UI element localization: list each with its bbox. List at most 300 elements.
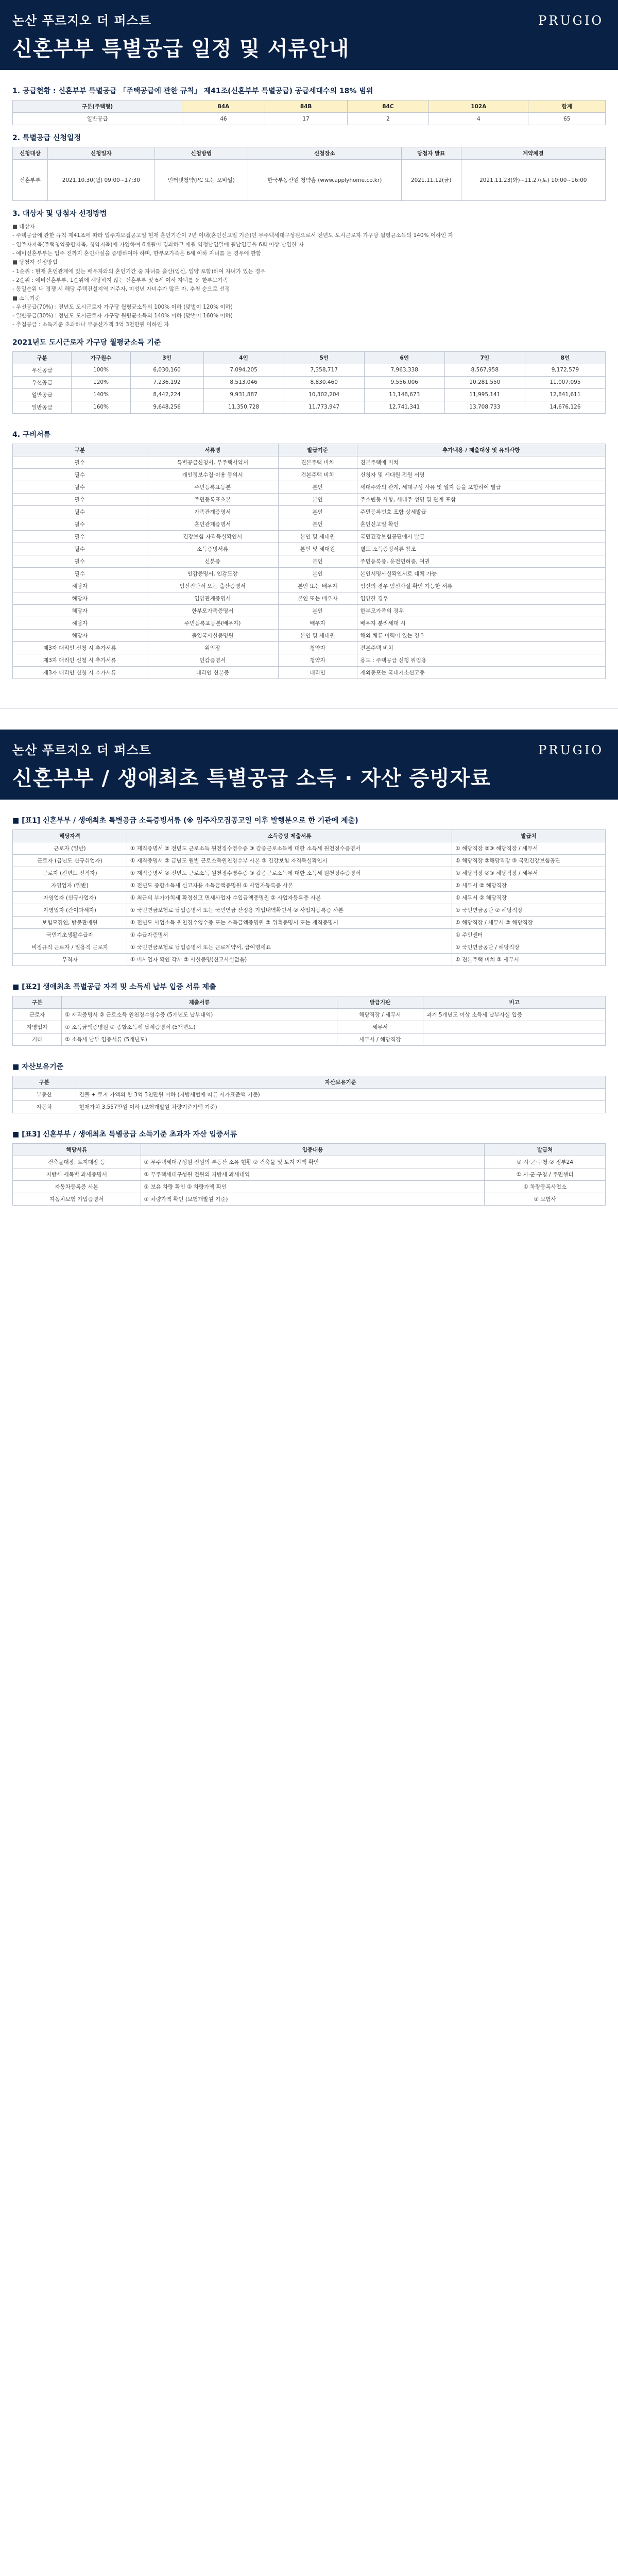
income-proof-row: [13, 928, 606, 941]
supply-cell: 65: [528, 113, 606, 125]
header-subtitle: 논산 푸르지오 더 퍼스트: [12, 13, 151, 28]
income-cell: 8,830,460: [284, 376, 364, 388]
note-line: - 예비신혼부부는 입주 전까지 혼인사실을 증명하여야 하며, 한부모가족은 6세 이하 자녀를 둔 경우에 한함: [12, 250, 262, 257]
documents-cell: 위임장: [147, 641, 278, 654]
documents-cell: 한부모가족증명서: [147, 604, 278, 617]
supply-header-cell: 84A: [182, 100, 265, 113]
documents-cell: 본인 및 세대원: [278, 530, 357, 543]
income-header-row: [13, 351, 606, 364]
schedule-cell: 인터넷청약(PC 또는 모바일): [154, 160, 248, 201]
income-header-cell: 3인: [130, 351, 203, 364]
income-cell: 11,350,728: [203, 401, 284, 413]
income-proof-cell: 보험모집인, 방문판매원: [13, 916, 127, 928]
documents-row: [13, 641, 606, 654]
documents-cell: 용도 : 주택공급 신청 위임용: [357, 654, 605, 666]
asset-proof-header-row: [13, 1143, 606, 1156]
documents-row: [13, 518, 606, 530]
supply-header-cell: 구분(주택형): [13, 100, 182, 113]
income-header-cell: 7인: [444, 351, 525, 364]
schedule-header-cell: 신청대상: [13, 147, 48, 160]
schedule-header-cell: 계약체결: [461, 147, 605, 160]
asset-proof-row: [13, 1168, 606, 1180]
documents-cell: 필수: [13, 456, 147, 468]
income-proof-cell: ① 전년도 사업소득 원천징수영수증 또는 소득금액증명원 ② 위촉증명서 또는 재직증명서: [127, 916, 452, 928]
page-divider: [0, 708, 618, 709]
asset-proof-cell: ① 시·군·구청 ② 정부24: [485, 1156, 606, 1168]
first-home-row: [13, 1033, 606, 1045]
income-proof-cell: ① 국민연금공단 / 해당직장: [452, 941, 606, 953]
documents-cell: 필수: [13, 468, 147, 481]
asset-proof-header-cell: 입증내용: [141, 1143, 485, 1156]
first-home-cell: ① 재직증명서 ② 근로소득 원천징수영수증 (5개년도 납부내역): [62, 1008, 337, 1021]
first-home-table: [12, 996, 606, 1046]
income-row: [13, 364, 606, 376]
documents-cell: 출입국사실증명원: [147, 629, 278, 641]
asset-criteria-header-cell: 자산보유기준: [76, 1076, 605, 1088]
income-proof-cell: 근로자 (전년도 전직자): [13, 867, 127, 879]
income-cell: 11,995,141: [444, 388, 525, 401]
documents-cell: 주소변동 사항, 세대주 성명 및 관계 포함: [357, 493, 605, 505]
documents-cell: 본인: [278, 555, 357, 567]
supply-cell: 일반공급: [13, 113, 182, 125]
documents-cell: 혼인관계증명서: [147, 518, 278, 530]
documents-header-cell: 구분: [13, 444, 147, 456]
first-home-cell: 세무서 / 해당직장: [337, 1033, 423, 1045]
note-line: - 입주자저축(주택청약종합저축, 청약저축)에 가입하여 6개월이 경과하고 매월 약정납입일에 월납입금을 6회 이상 납입한 자: [12, 241, 304, 248]
income-proof-cell: ① 재직증명서 ② 전년도 근로소득 원천징수영수증 ③ 갑종근로소득에 대한 소득세 원천징수증명서: [127, 867, 452, 879]
asset-criteria-cell: 부동산: [13, 1088, 76, 1100]
income-cell: 120%: [72, 376, 130, 388]
note-line: ■ 대상자: [12, 224, 35, 230]
documents-cell: 필수: [13, 530, 147, 543]
supply-table: [12, 100, 606, 125]
asset-criteria-row: [13, 1100, 606, 1113]
income-cell: 12,841,611: [525, 388, 605, 401]
schedule-header-cell: 당첨자 발표: [401, 147, 461, 160]
documents-cell: 본인: [278, 505, 357, 518]
note-line: - 동일순위 내 경쟁 시 해당 주택건설지역 거주자, 미성년 자녀수가 많은 자, 추첨 순으로 선정: [12, 286, 230, 293]
documents-cell: 견본주택 비치: [357, 641, 605, 654]
income-proof-cell: ① 세무서 ② 해당직장: [452, 891, 606, 904]
income-proof-cell: ① 전년도 종합소득세 신고자용 소득금액증명원 ② 사업자등록증 사본: [127, 879, 452, 891]
schedule-row: [13, 160, 606, 201]
documents-cell: 대리인: [278, 666, 357, 679]
documents-cell: 배우자: [278, 617, 357, 629]
supply-cell: 2: [347, 113, 429, 125]
schedule-cell: 2021.10.30(월) 09:00~17:30: [47, 160, 154, 201]
income-cell: 7,358,717: [284, 364, 364, 376]
asset-proof-cell: ① 시·군·구청 / 주민센터: [485, 1168, 606, 1180]
schedule-cell: 2021.11.12(금): [401, 160, 461, 201]
documents-cell: 세대주와의 관계, 세대구성 사유 및 일자 등을 포함하여 발급: [357, 481, 605, 493]
income-cell: 14,676,126: [525, 401, 605, 413]
supply-header-cell: 84C: [347, 100, 429, 113]
header-title: 신혼부부 / 생애최초 특별공급 소득 · 자산 증빙자료: [12, 766, 491, 790]
income-header-cell: 4인: [203, 351, 284, 364]
asset-proof-table: [12, 1143, 606, 1206]
income-cell: 12,741,341: [364, 401, 444, 413]
asset-proof-cell: ① 차량등록사업소: [485, 1180, 606, 1193]
documents-cell: 본인: [278, 604, 357, 617]
income-proof-cell: 무직자: [13, 953, 127, 965]
documents-row: [13, 666, 606, 679]
documents-cell: 해당자: [13, 604, 147, 617]
income-proof-cell: 자영업자 (간이과세자): [13, 904, 127, 916]
schedule-section-title: 2. 특별공급 신청일정: [12, 134, 81, 142]
first-home-cell: ① 소득세 납부 입증서류 (5개년도): [62, 1033, 337, 1045]
income-cell: 7,236,192: [130, 376, 203, 388]
asset-proof-cell: 지방세 세목별 과세증명서: [13, 1168, 141, 1180]
documents-row: [13, 604, 606, 617]
documents-cell: 임신의 경우 임신사실 확인 가능한 서류: [357, 580, 605, 592]
documents-cell: 별도 소득증빙서류 참조: [357, 543, 605, 555]
documents-cell: 청약자: [278, 654, 357, 666]
brand-logo: PRUGIO: [538, 13, 604, 28]
documents-cell: 해당자: [13, 617, 147, 629]
supply-cell: 17: [265, 113, 347, 125]
income-cell: 일반공급: [13, 401, 72, 413]
income-cell: 13,708,733: [444, 401, 525, 413]
documents-row: [13, 543, 606, 555]
asset-proof-row: [13, 1156, 606, 1168]
first-home-cell: 해당직장 / 세무서: [337, 1008, 423, 1021]
income-header-cell: 가구원수: [72, 351, 130, 364]
income-proof-cell: 비정규직 근로자 / 일용직 근로자: [13, 941, 127, 953]
first-home-header-cell: 비고: [423, 996, 606, 1008]
documents-cell: 주민등록표초본: [147, 493, 278, 505]
income-header-cell: 5인: [284, 351, 364, 364]
supply-row: [13, 113, 606, 125]
schedule-header-row: [13, 147, 606, 160]
supply-cell: 4: [429, 113, 528, 125]
supply-header-cell: 102A: [429, 100, 528, 113]
first-home-title: ■ [표2] 생애최초 특별공급 자격 및 소득세 납부 입증 서류 제출: [12, 982, 216, 991]
income-proof-cell: ① 국민연금보험료 납입증명서 또는 국민연금 산정용 가입내역확인서 ② 사업자등록증 사본: [127, 904, 452, 916]
note-line: - 우선공급(70%) : 전년도 도시근로자 가구당 월평균소득의 100% 이하 (맞벌이 120% 이하): [12, 303, 233, 310]
income-header-cell: 6인: [364, 351, 444, 364]
documents-cell: 본인서명사실확인서로 대체 가능: [357, 567, 605, 580]
first-home-cell: 근로자: [13, 1008, 62, 1021]
first-home-cell: ① 소득금액증명원 ② 종합소득세 납세증명서 (5개년도): [62, 1021, 337, 1033]
income-proof-row: [13, 842, 606, 854]
income-cell: 11,773,947: [284, 401, 364, 413]
note-line: ■ 소득기준: [12, 295, 40, 301]
documents-header-cell: 서류명: [147, 444, 278, 456]
documents-cell: 재외동포는 국내거소신고증: [357, 666, 605, 679]
income-proof-cell: ① 국민연금공단 ② 해당직장: [452, 904, 606, 916]
documents-cell: 국민건강보험공단에서 발급: [357, 530, 605, 543]
asset-proof-cell: ① 보험사: [485, 1193, 606, 1205]
documents-cell: 본인: [278, 567, 357, 580]
brand-logo: PRUGIO: [538, 742, 604, 757]
asset-proof-cell: 건축물대장, 토지대장 등: [13, 1156, 141, 1168]
documents-cell: 인감증명서: [147, 654, 278, 666]
income-proof-cell: 근로자 (금년도 신규취업자): [13, 854, 127, 867]
asset-criteria-table: [12, 1076, 606, 1113]
income-proof-cell: ① 해당직장 ②해당직장 ③ 국민건강보험공단: [452, 854, 606, 867]
income-proof-cell: ① 최근의 부가가치세 확정신고 면세사업자 수입금액증명원 ② 사업자등록증 사본: [127, 891, 452, 904]
documents-row: [13, 456, 606, 468]
documents-cell: 본인 및 세대원: [278, 629, 357, 641]
income-row: [13, 376, 606, 388]
first-home-header-cell: 제출서류: [62, 996, 337, 1008]
income-header-cell: 구분: [13, 351, 72, 364]
documents-cell: 필수: [13, 567, 147, 580]
eligibility-notes: [12, 223, 606, 330]
supply-header-row: [13, 100, 606, 113]
schedule-cell: 2021.11.23(화)~11.27(토) 10:00~16:00: [461, 160, 605, 201]
documents-cell: 한부모가족의 경우: [357, 604, 605, 617]
documents-cell: 필수: [13, 543, 147, 555]
income-proof-row: [13, 879, 606, 891]
first-home-cell: [423, 1021, 606, 1033]
asset-criteria-row: [13, 1088, 606, 1100]
documents-row: [13, 567, 606, 580]
documents-cell: 혼인신고일 확인: [357, 518, 605, 530]
income-proof-cell: ① 재직증명서 ② 금년도 월별 근로소득원천징수부 사본 ③ 건강보험 자격득실확인서: [127, 854, 452, 867]
income-proof-cell: ① 주민센터: [452, 928, 606, 941]
income-table-title: 2021년도 도시근로자 가구당 월평균소득 기준: [12, 338, 161, 347]
income-cell: 9,648,256: [130, 401, 203, 413]
eligibility-section-title: 3. 대상자 및 당첨자 선정방법: [12, 210, 107, 218]
income-cell: 160%: [72, 401, 130, 413]
documents-cell: 입양한 경우: [357, 592, 605, 604]
documents-cell: 건강보험 자격득실확인서: [147, 530, 278, 543]
income-proof-row: [13, 941, 606, 953]
income-cell: 우선공급: [13, 364, 72, 376]
schedule-table: [12, 147, 606, 201]
supply-header-cell: 합계: [528, 100, 606, 113]
income-proof-cell: ① 비사업자 확인 각서 ② 사실증명(신고사실없음): [127, 953, 452, 965]
documents-cell: 임신진단서 또는 출산증명서: [147, 580, 278, 592]
header-subtitle: 논산 푸르지오 더 퍼스트: [12, 742, 151, 757]
documents-cell: 본인: [278, 481, 357, 493]
asset-criteria-title: ■ 자산보유기준: [12, 1062, 64, 1071]
documents-header-cell: 추가내용 / 제출대상 및 유의사항: [357, 444, 605, 456]
asset-proof-row: [13, 1193, 606, 1205]
documents-cell: 신분증: [147, 555, 278, 567]
income-proof-row: [13, 904, 606, 916]
asset-proof-cell: 자동차보험 가입증명서: [13, 1193, 141, 1205]
first-home-header-cell: 발급기관: [337, 996, 423, 1008]
documents-cell: 신청자 및 세대원 전원 서명: [357, 468, 605, 481]
income-table: [12, 351, 606, 414]
page2-header: [0, 730, 618, 800]
schedule-header-cell: 신청방법: [154, 147, 248, 160]
documents-cell: 본인 또는 배우자: [278, 580, 357, 592]
income-proof-row: [13, 854, 606, 867]
documents-cell: 주민등록표등본: [147, 481, 278, 493]
income-cell: 11,007,095: [525, 376, 605, 388]
asset-proof-cell: ① 무주택세대구성원 전원의 부동산 소유 현황 ② 건축물 및 토지 가액 확인: [141, 1156, 485, 1168]
asset-criteria-header-cell: 구분: [13, 1076, 76, 1088]
asset-proof-title: ■ [표3] 신혼부부 / 생애최초 특별공급 소득기준 초과자 자산 입증서류: [12, 1130, 237, 1139]
first-home-header-row: [13, 996, 606, 1008]
documents-header-row: [13, 444, 606, 456]
page1-header: [0, 0, 618, 70]
documents-cell: 견본주택 비치: [278, 456, 357, 468]
income-header-cell: 8인: [525, 351, 605, 364]
documents-cell: 제3자 대리인 신청 시 추가서류: [13, 654, 147, 666]
income-proof-cell: ① 해당직장 / 세무서 ② 해당직장: [452, 916, 606, 928]
documents-cell: 해당자: [13, 629, 147, 641]
income-cell: 10,281,550: [444, 376, 525, 388]
income-row: [13, 401, 606, 413]
income-proof-cell: ① 국민연금보험료 납입증명서 또는 근로계약서, 급여명세표: [127, 941, 452, 953]
note-line: - 2순위 : 예비신혼부부, 1순위에 해당하지 않는 신혼부부 및 6세 이하 자녀를 둔 한부모가족: [12, 277, 228, 283]
documents-cell: 입양관계증명서: [147, 592, 278, 604]
income-cell: 9,556,006: [364, 376, 444, 388]
documents-header-cell: 발급기준: [278, 444, 357, 456]
page2-body: [0, 800, 618, 1214]
documents-row: [13, 654, 606, 666]
income-proof-header-cell: 해당자격: [13, 829, 127, 842]
asset-proof-cell: ① 보유 차량 확인 ② 차량가액 확인: [141, 1180, 485, 1193]
documents-row: [13, 468, 606, 481]
documents-cell: 개인정보수집·이용 동의서: [147, 468, 278, 481]
documents-cell: 제3자 대리인 신청 시 추가서류: [13, 666, 147, 679]
documents-cell: 본인: [278, 518, 357, 530]
documents-cell: 배우자 분리세대 시: [357, 617, 605, 629]
first-home-header-cell: 구분: [13, 996, 62, 1008]
schedule-cell: 신혼부부: [13, 160, 48, 201]
documents-cell: 견본주택 비치: [278, 468, 357, 481]
documents-row: [13, 481, 606, 493]
first-home-cell: 기타: [13, 1033, 62, 1045]
income-row: [13, 388, 606, 401]
documents-row: [13, 617, 606, 629]
documents-table: [12, 444, 606, 679]
documents-cell: 청약자: [278, 641, 357, 654]
income-cell: 8,442,224: [130, 388, 203, 401]
income-proof-cell: ① 해당직장 ②③ 해당직장 / 세무서: [452, 867, 606, 879]
income-proof-row: [13, 867, 606, 879]
income-proof-row: [13, 891, 606, 904]
supply-section-title: 1. 공급현황 : 신혼부부 특별공급 「주택공급에 관한 규칙」 제41조(신혼부부 특별공급) 공급세대수의 18% 범위: [12, 87, 373, 95]
income-proof-cell: 근로자 (일반): [13, 842, 127, 854]
asset-criteria-cell: 건물 + 토지 가액의 합 3억 3천만원 이하 (지방세법에 따른 시가표준액 기준): [76, 1088, 605, 1100]
income-cell: 10,302,204: [284, 388, 364, 401]
income-proof-cell: ① 견본주택 비치 ② 세무서: [452, 953, 606, 965]
income-cell: 100%: [72, 364, 130, 376]
documents-row: [13, 629, 606, 641]
documents-cell: 주민등록표등본(배우자): [147, 617, 278, 629]
documents-cell: 본인: [278, 493, 357, 505]
first-home-cell: 세무서: [337, 1021, 423, 1033]
note-line: - 추첨공급 : 소득기준 초과하나 부동산가액 3억 3천만원 이하인 자: [12, 321, 169, 328]
schedule-header-cell: 신청장소: [248, 147, 401, 160]
documents-cell: 대리인 신분증: [147, 666, 278, 679]
income-cell: 우선공급: [13, 376, 72, 388]
documents-cell: 필수: [13, 505, 147, 518]
documents-row: [13, 493, 606, 505]
supply-cell: 46: [182, 113, 265, 125]
documents-cell: 해당자: [13, 580, 147, 592]
page1-body: [0, 70, 618, 687]
note-line: - 주택공급에 관한 규칙 제41조에 따라 입주자모집공고일 현재 혼인기간이 7년 이내(혼인신고일 기준)인 무주택세대구성원으로서 전년도 도시근로자 가구당 월평균소득의 140% 이하인 자: [12, 232, 453, 239]
schedule-cell: 한국부동산원 청약홈 (www.applyhome.co.kr): [248, 160, 401, 201]
documents-cell: 본인 또는 배우자: [278, 592, 357, 604]
income-proof-header-cell: 소득증빙 제출서류: [127, 829, 452, 842]
documents-row: [13, 505, 606, 518]
first-home-row: [13, 1021, 606, 1033]
income-proof-cell: 자영업자 (신규사업자): [13, 891, 127, 904]
asset-proof-header-cell: 발급처: [485, 1143, 606, 1156]
income-proof-cell: 국민기초생활수급자: [13, 928, 127, 941]
documents-cell: 견본주택에 비치: [357, 456, 605, 468]
income-proof-cell: 자영업자 (일반): [13, 879, 127, 891]
documents-row: [13, 580, 606, 592]
income-proof-table: [12, 829, 606, 966]
header-title: 신혼부부 특별공급 일정 및 서류안내: [12, 37, 350, 61]
first-home-row: [13, 1008, 606, 1021]
first-home-cell: [423, 1033, 606, 1045]
income-proof-row: [13, 916, 606, 928]
income-proof-header-cell: 발급처: [452, 829, 606, 842]
note-line: - 일반공급(30%) : 전년도 도시근로자 가구당 월평균소득의 140% 이하 (맞벌이 160% 이하): [12, 313, 233, 319]
income-cell: 7,963,338: [364, 364, 444, 376]
asset-proof-row: [13, 1180, 606, 1193]
documents-cell: 특별공급신청서, 무주택서약서: [147, 456, 278, 468]
income-cell: 9,931,887: [203, 388, 284, 401]
income-proof-header-row: [13, 829, 606, 842]
asset-criteria-cell: 자동차: [13, 1100, 76, 1113]
income-cell: 7,094,205: [203, 364, 284, 376]
income-proof-cell: ① 세무서 ② 해당직장: [452, 879, 606, 891]
supply-header-cell: 84B: [265, 100, 347, 113]
documents-cell: 해당자: [13, 592, 147, 604]
note-line: ■ 당첨자 선정방법: [12, 259, 58, 266]
income-cell: 11,148,673: [364, 388, 444, 401]
schedule-header-cell: 신청일자: [47, 147, 154, 160]
documents-cell: 필수: [13, 481, 147, 493]
asset-proof-header-cell: 해당서류: [13, 1143, 141, 1156]
note-line: - 1순위 : 현재 혼인관계에 있는 배우자와의 혼인기간 중 자녀를 출산(임신, 입양 포함)하여 자녀가 있는 경우: [12, 268, 266, 275]
income-cell: 6,030,160: [130, 364, 203, 376]
income-cell: 8,567,958: [444, 364, 525, 376]
documents-cell: 주민등록증, 운전면허증, 여권: [357, 555, 605, 567]
documents-cell: 인감증명서, 인감도장: [147, 567, 278, 580]
documents-cell: 제3자 대리인 신청 시 추가서류: [13, 641, 147, 654]
documents-cell: 가족관계증명서: [147, 505, 278, 518]
documents-cell: 주민등록번호 포함 상세발급: [357, 505, 605, 518]
first-home-cell: 과거 5개년도 이상 소득세 납부사실 입증: [423, 1008, 606, 1021]
income-proof-row: [13, 953, 606, 965]
first-home-cell: 자영업자: [13, 1021, 62, 1033]
documents-cell: 소득증빙서류: [147, 543, 278, 555]
documents-cell: 필수: [13, 518, 147, 530]
documents-cell: 필수: [13, 555, 147, 567]
documents-cell: 필수: [13, 493, 147, 505]
asset-criteria-cell: 현재가치 3,557만원 이하 (보험개발원 차량기준가액 기준): [76, 1100, 605, 1113]
income-cell: 9,172,579: [525, 364, 605, 376]
income-cell: 140%: [72, 388, 130, 401]
income-cell: 일반공급: [13, 388, 72, 401]
documents-row: [13, 555, 606, 567]
income-proof-title: ■ [표1] 신혼부부 / 생애최초 특별공급 소득증빙서류 (※ 입주자모집공고일 이후 발행분으로 한 기관에 제출): [12, 816, 358, 825]
income-proof-cell: ① 수급자증명서: [127, 928, 452, 941]
income-proof-cell: ① 재직증명서 ② 전년도 근로소득 원천징수영수증 ③ 갑종근로소득에 대한 소득세 원천징수증명서: [127, 842, 452, 854]
asset-proof-cell: ① 차량가액 확인 (보험개발원 기준): [141, 1193, 485, 1205]
documents-cell: 본인 및 세대원: [278, 543, 357, 555]
documents-row: [13, 592, 606, 604]
documents-section-title: 4. 구비서류: [12, 430, 51, 439]
asset-criteria-header-row: [13, 1076, 606, 1088]
documents-cell: 해외 체류 이력이 있는 경우: [357, 629, 605, 641]
asset-proof-cell: ① 무주택세대구성원 전원의 지방세 과세내역: [141, 1168, 485, 1180]
income-proof-cell: ① 해당직장 ②③ 해당직장 / 세무서: [452, 842, 606, 854]
documents-row: [13, 530, 606, 543]
